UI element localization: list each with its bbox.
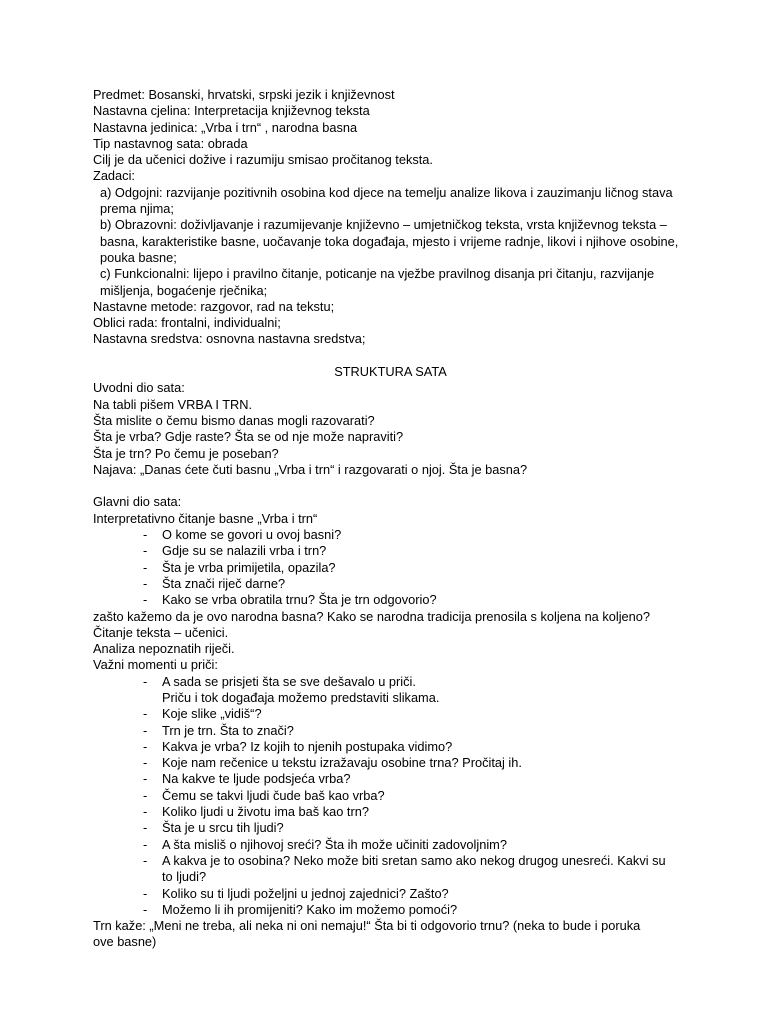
intro-line: Šta je vrba? Gdje raste? Šta se od nje može napraviti?	[93, 429, 404, 445]
main-line: Važni momenti u priči:	[93, 657, 218, 673]
closing-line: Trn kaže: „Meni ne treba, ali neka ni oni nemaju!“ Šta bi ti odgovorio trnu? (neka to bude i poruka	[93, 918, 641, 934]
question-text: Koje slike „vidiš“?	[162, 706, 262, 722]
bullet-dash: -	[143, 885, 148, 901]
question-text: Kako se vrba obratila trnu? Šta je trn odgovorio?	[162, 592, 437, 608]
list-item	[93, 674, 688, 690]
list-item	[93, 804, 688, 820]
list-item	[93, 853, 688, 869]
list-item	[93, 576, 688, 592]
list-item	[93, 592, 688, 608]
bullet-dash: -	[143, 787, 148, 803]
list-item	[93, 771, 688, 787]
main-heading: Glavni dio sata:	[93, 494, 182, 510]
main-line: Čitanje teksta – učenici.	[93, 624, 229, 640]
bullet-dash: -	[143, 706, 148, 722]
question-text: O kome se govori u ovoj basni?	[162, 527, 342, 543]
list-item	[93, 837, 688, 853]
question-text: Čemu se takvi ljudi čude baš kao vrba?	[162, 787, 385, 803]
intro-line: Šta mislite o čemu bismo danas mogli razovarati?	[93, 412, 375, 428]
bullet-dash: -	[143, 771, 148, 787]
question-text: Šta je u srcu tih ljudi?	[162, 820, 284, 836]
bullet-dash: -	[143, 836, 148, 852]
bullet-dash: -	[143, 592, 148, 608]
tasks-label: Zadaci:	[93, 168, 135, 184]
structure-title: STRUKTURA SATA	[334, 364, 447, 380]
list-item-continuation	[93, 690, 688, 706]
bullet-dash: -	[143, 820, 148, 836]
list-item	[93, 902, 688, 918]
main-line: zašto kažemo da je ovo narodna basna? Kako se narodna tradicija prenosila s koljena na koljeno?	[93, 608, 651, 624]
bullet-dash: -	[143, 575, 148, 591]
intro-line: Na tabli pišem VRBA I TRN.	[93, 396, 253, 412]
question-list-2	[93, 674, 688, 918]
question-text: Na kakve te ljude podsjeća vrba?	[162, 771, 351, 787]
bullet-dash: -	[143, 722, 148, 738]
bullet-dash: -	[143, 673, 148, 689]
list-item	[93, 543, 688, 559]
main-line: Analiza nepoznatih riječi.	[93, 641, 235, 657]
closing-line: ove basne)	[93, 934, 157, 950]
teaching-methods: Nastavne metode: razgovor, rad na tekstu;	[93, 298, 335, 314]
question-text: A sada se prisjeti šta se sve dešavalo u priči.	[162, 673, 416, 689]
question-text: Trn je trn. Šta to znači?	[162, 722, 294, 738]
lesson-type: Tip nastavnog sata: obrada	[93, 135, 248, 151]
spacer	[93, 348, 688, 364]
question-text: Koje nam rečenice u tekstu izražavaju osobine trna? Pročitaj ih.	[162, 755, 522, 771]
question-text: Gdje su se nalazili vrba i trn?	[162, 543, 327, 559]
list-item	[93, 886, 688, 902]
main-intro: Interpretativno čitanje basne „Vrba i trn“	[93, 510, 318, 526]
teaching-unit: Nastavna jedinica: „Vrba i trn“ , narodna basna	[93, 119, 358, 135]
bullet-dash: -	[143, 901, 148, 917]
question-text: Možemo li ih promijeniti? Kako im možemo pomoći?	[162, 901, 458, 917]
question-text: to ljudi?	[162, 869, 207, 885]
bullet-dash: -	[143, 755, 148, 771]
list-item-continuation	[93, 869, 688, 885]
list-item	[93, 755, 688, 771]
question-text: Šta je vrba primijetila, opazila?	[162, 559, 336, 575]
intro-heading: Uvodni dio sata:	[93, 380, 185, 396]
question-text: Kakva je vrba? Iz kojih to njenih postupaka vidimo?	[162, 738, 453, 754]
list-item	[93, 527, 688, 543]
question-text: Priču i tok događaja možemo predstaviti slikama.	[162, 689, 440, 705]
intro-line: Šta je trn? Po čemu je poseban?	[93, 445, 279, 461]
question-text: A kakva je to osobina? Neko može biti sretan samo ako nekog drugog unesreći. Kakvi su	[162, 852, 666, 868]
list-item	[93, 788, 688, 804]
lesson-goal: Cilj je da učenici dožive i razumiju smisao pročitanog teksta.	[93, 152, 433, 168]
bullet-dash: -	[143, 852, 148, 868]
bullet-dash: -	[143, 559, 148, 575]
spacer	[93, 478, 688, 494]
question-text: Koliko ljudi u životu ima baš kao trn?	[162, 804, 369, 820]
bullet-dash: -	[143, 543, 148, 559]
list-item	[93, 739, 688, 755]
question-text: Koliko su ti ljudi poželjni u jednoj zajednici? Zašto?	[162, 885, 449, 901]
intro-line: Najava: „Danas ćete čuti basnu „Vrba i trn“ i razgovarati o njoj. Šta je basna?	[93, 461, 528, 477]
task-functional: c) Funkcionalni: lijepo i pravilno čitanje, poticanje na vježbe pravilnog disanja pri čitanju, razvijanje mišljenja, bogaćenje rječnika;	[100, 266, 655, 298]
list-item	[93, 820, 688, 836]
list-item	[93, 706, 688, 722]
question-text: Šta znači riječ darne?	[162, 575, 286, 591]
list-item	[93, 560, 688, 576]
list-item	[93, 723, 688, 739]
bullet-dash: -	[143, 738, 148, 754]
work-forms: Oblici rada: frontalni, individualni;	[93, 315, 281, 331]
bullet-dash: -	[143, 527, 148, 543]
teaching-unit-group: Nastavna cjelina: Interpretacija književnog teksta	[93, 103, 370, 119]
bullet-dash: -	[143, 804, 148, 820]
subject-line: Predmet: Bosanski, hrvatski, srpski jezik i književnost	[93, 87, 395, 102]
question-list-1	[93, 527, 688, 608]
question-text: A šta misliš o njihovoj sreći? Šta ih može učiniti zadovoljnim?	[162, 836, 507, 852]
task-educational: a) Odgojni: razvijanje pozitivnih osobina kod djece na temelju analize likova i zauzimanju ličnog stava prema njima;	[100, 184, 673, 217]
teaching-aids: Nastavna sredstva: osnovna nastavna sredstva;	[93, 331, 366, 347]
task-instructional: b) Obrazovni: doživljavanje i razumijevanje književno – umjetničkog teksta, vrsta književnog teksta – basna, karakteristike basne, uočavanje toka događaja, mjesto i vrijeme radnje, likovi i njihove osobine, pouka basne;	[100, 217, 679, 265]
